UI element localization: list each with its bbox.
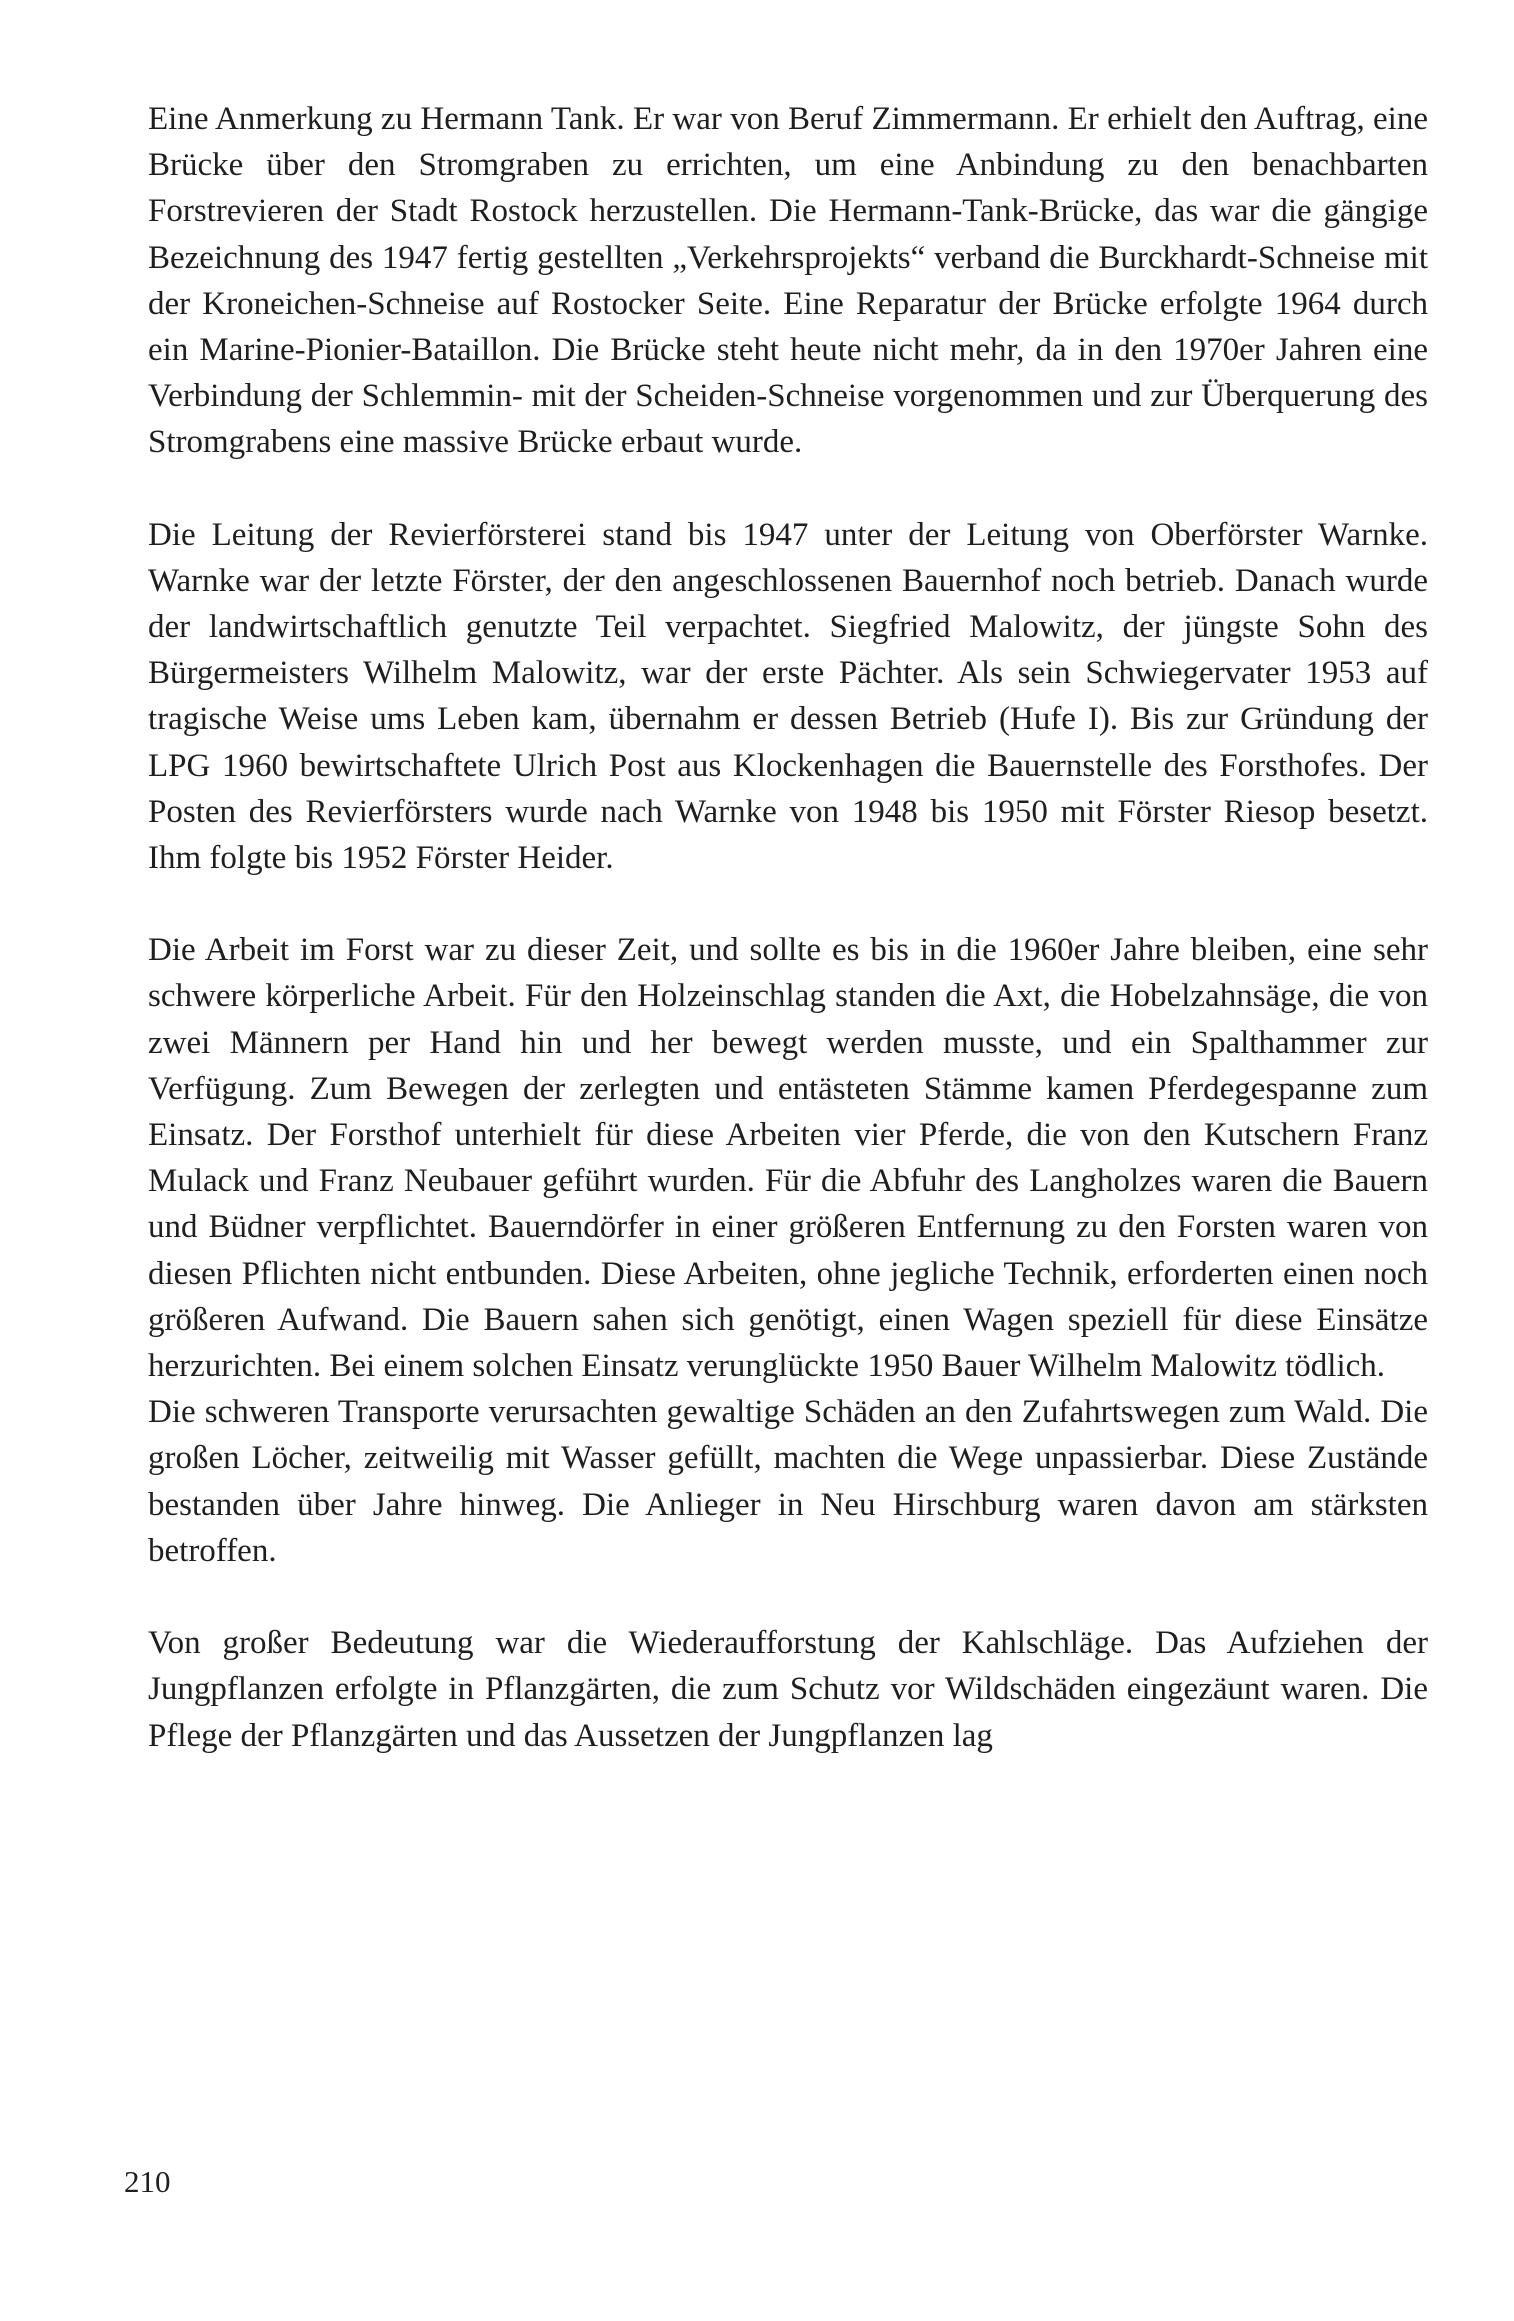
paragraph-revierfoersterei: Die Leitung der Revierförsterei stand bis 1947 unter der Leitung von Oberförster Warnke. Warnke war der letzte Förster, der den angeschlossenen Bauernhof noch betrieb. Danach wurde der landwirtschaftlich genutzte Teil verpachtet. Siegfried Malowitz, der jüngste Sohn des Bürgermeisters Wilhelm Malowitz, war der erste Pächter. Als sein Schwiegervater 1953 auf tragische Weise ums Leben kam, übernahm er dessen Betrieb (Hufe I). Bis zur Gründung der LPG 1960 bewirtschaftete Ulrich Post aus Klockenhagen die Bauernstelle des Forsthofes. Der Posten des Revierförsters wurde nach Warnke von 1948 bis 1950 mit Förster Riesop besetzt. Ihm folgte bis 1952 Förster Heider.: [148, 516, 1428, 877]
page-number: 210: [124, 2164, 171, 2199]
page-body: [148, 96, 1428, 1759]
paragraph-wiederaufforstung: Von großer Bedeutung war die Wiederaufforstung der Kahlschläge. Das Aufziehen der Jungpflanzen erfolgte in Pflanzgärten, die zum Schutz vor Wildschäden eingezäunt waren. Die Pflege der Pflanzgärten und das Aussetzen der Jungpflanzen lag: [148, 1625, 1428, 1754]
paragraph-forstarbeit: Die Arbeit im Forst war zu dieser Zeit, und sollte es bis in die 1960er Jahre bleiben, eine sehr schwere körperliche Arbeit. Für den Holzeinschlag standen die Axt, die Hobelzahnsäge, die von zwei Männern per Hand hin und her bewegt werden musste, und ein Spalthammer zur Verfügung. Zum Bewegen der zerlegten und entästeten Stämme kamen Pferdegespanne zum Einsatz. Der Forsthof unterhielt für diese Arbeiten vier Pferde, die von den Kutschern Franz Mulack und Franz Neubauer geführt wurden. Für die Abfuhr des Langholzes waren die Bauern und Büdner verpflichtet. Bauerndörfer in einer größeren Entfernung zu den Forsten waren von diesen Pflichten nicht entbunden. Diese Arbeiten, ohne jegliche Technik, erforderten einen noch größeren Aufwand. Die Bauern sahen sich genötigt, einen Wagen speziell für diese Einsätze herzurichten. Bei einem solchen Einsatz verunglückte 1950 Bauer Wilhelm Malowitz tödlich.: [148, 932, 1428, 1385]
paragraph-transporte: Die schweren Transporte verursachten gewaltige Schäden an den Zufahrtswegen zum Wald. Die großen Löcher, zeitweilig mit Wasser gefüllt, machten die Wege unpassierbar. Diese Zustände bestanden über Jahre hinweg. Die Anlieger in Neu Hirschburg waren davon am stärksten betroffen.: [148, 1394, 1428, 1569]
paragraph-hermann-tank: Eine Anmerkung zu Hermann Tank. Er war von Beruf Zimmermann. Er erhielt den Auftrag, eine Brücke über den Stromgraben zu errichten, um eine Anbindung zu den benachbarten Forstrevieren der Stadt Rostock herzustellen. Die Hermann-Tank-Brücke, das war die gängige Bezeichnung des 1947 fertig gestellten „Verkehrsprojekts“ verband die Burckhardt-Schneise mit der Kroneichen-Schneise auf Rostocker Seite. Eine Reparatur der Brücke erfolgte 1964 durch ein Marine-Pionier-Bataillon. Die Brücke steht heute nicht mehr, da in den 1970er Jahren eine Verbindung der Schlemmin- mit der Scheiden-Schneise vorgenommen und zur Überquerung des Stromgrabens eine massive Brücke erbaut wurde.: [148, 101, 1428, 461]
